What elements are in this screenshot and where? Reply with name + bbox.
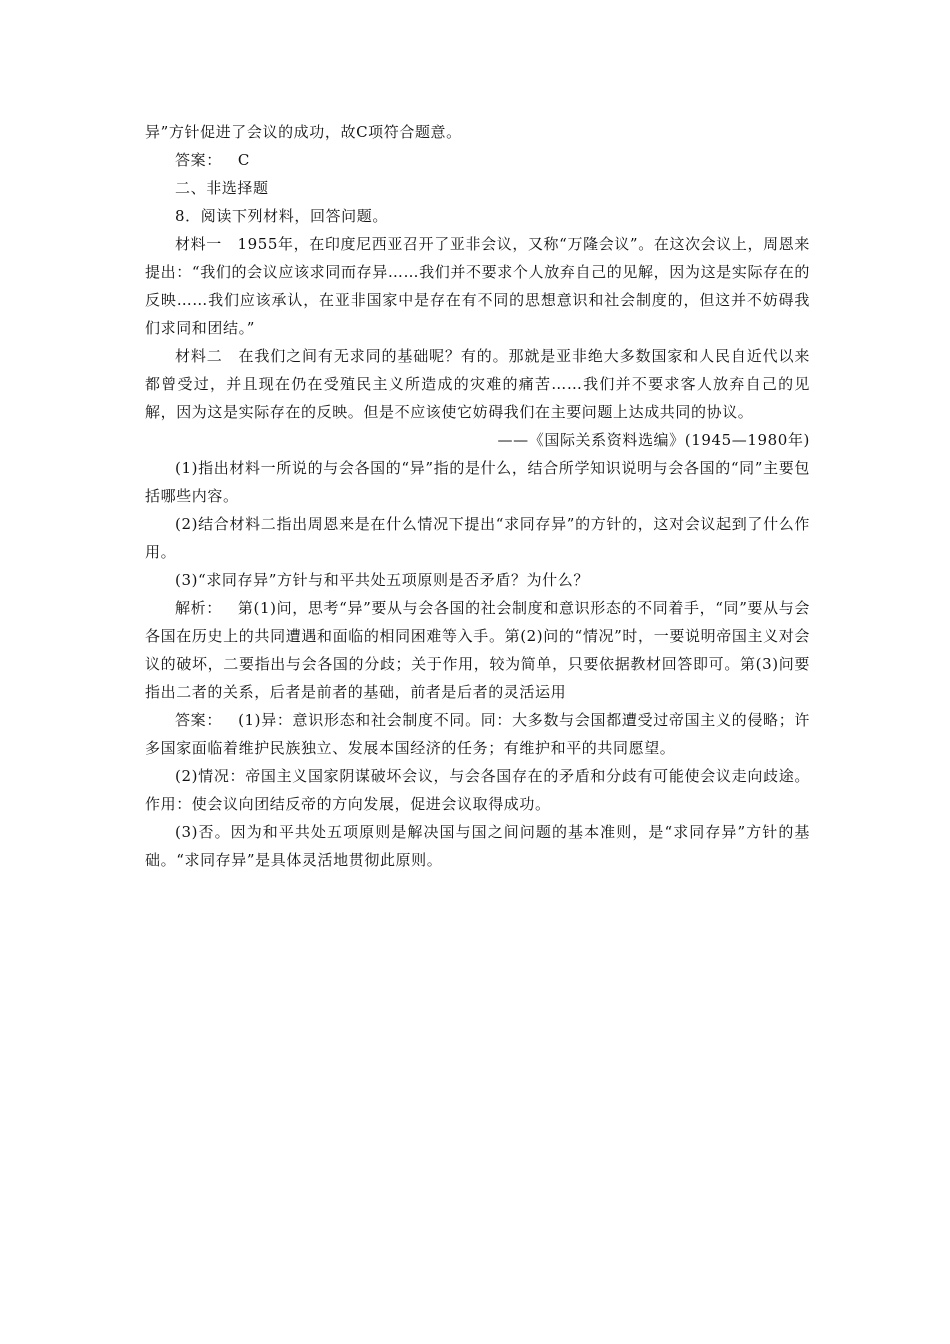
answer-1 bbox=[145, 706, 810, 762]
analysis-text: 第(1)问，思考“异”要从与会各国的社会制度和意识形态的不同着手，“同”要从与会各国在历史上的共同遭遇和面临的相同困难等入手。第(2)问的“情况”时，一要说明帝国主义对会议的破坏，二要指出与会各国的分歧；关于作用，较为简单，只要依据教材回答即可。第(3)问要指出二者的关系，后者是前者的基础，前者是后者的灵活运用 bbox=[145, 599, 810, 701]
sub-question-1: (1)指出材料一所说的与会各国的“异”指的是什么，结合所学知识说明与会各国的“同”主要包括哪些内容。 bbox=[145, 459, 810, 505]
document-body bbox=[145, 118, 810, 874]
section-title: 二、非选择题 bbox=[175, 179, 269, 197]
previous-answer bbox=[145, 146, 810, 174]
answer-1-text: (1)异：意识形态和社会制度不同。同：大多数与会国都遭受过帝国主义的侵略；许多国家面临着维护民族独立、发展本国经济的任务；有维护和平的共同愿望。 bbox=[145, 711, 810, 757]
analysis bbox=[145, 594, 810, 706]
answer-3: (3)否。因为和平共处五项原则是解决国与国之间问题的基本准则，是“求同存异”方针的基础。“求同存异”是具体灵活地贯彻此原则。 bbox=[145, 823, 810, 869]
material-source: ——《国际关系资料选编》(1945—1980年) bbox=[497, 431, 810, 449]
sub-question-3: (3)“求同存异”方针与和平共处五项原则是否矛盾？为什么？ bbox=[175, 571, 589, 589]
material-one: 材料一 1955年，在印度尼西亚召开了亚非会议，又称“万隆会议”。在这次会议上，周恩来提出：“我们的会议应该求同而存异……我们并不要求个人放弃自己的见解，因为这是实际存在的反映……我们应该承认，在亚非国家中是存在有不同的思想意识和社会制度的，但这并不妨碍我们求同和团结。” bbox=[145, 235, 810, 337]
previous-answer-value: C bbox=[237, 151, 250, 169]
previous-explanation-tail: 异”方针促进了会议的成功，故C项符合题意。 bbox=[145, 123, 462, 141]
previous-answer-label: 答案： bbox=[175, 151, 222, 169]
sub-question-2: (2)结合材料二指出周恩来是在什么情况下提出“求同存异”的方针的，这对会议起到了什么作用。 bbox=[145, 515, 810, 561]
answer-label: 答案： bbox=[175, 711, 223, 729]
question-stem: 8．阅读下列材料，回答问题。 bbox=[175, 207, 388, 225]
answer-2: (2)情况：帝国主义国家阴谋破坏会议，与会各国存在的矛盾和分歧有可能使会议走向歧途。作用：使会议向团结反帝的方向发展，促进会议取得成功。 bbox=[145, 767, 810, 813]
material-two: 材料二 在我们之间有无求同的基础呢？有的。那就是亚非绝大多数国家和人民自近代以来都曾受过，并且现在仍在受殖民主义所造成的灾难的痛苦……我们并不要求客人放弃自己的见解，因为这是实际存在的反映。但是不应该使它妨碍我们在主要问题上达成共同的协议。 bbox=[145, 347, 810, 421]
analysis-label: 解析： bbox=[175, 599, 222, 617]
